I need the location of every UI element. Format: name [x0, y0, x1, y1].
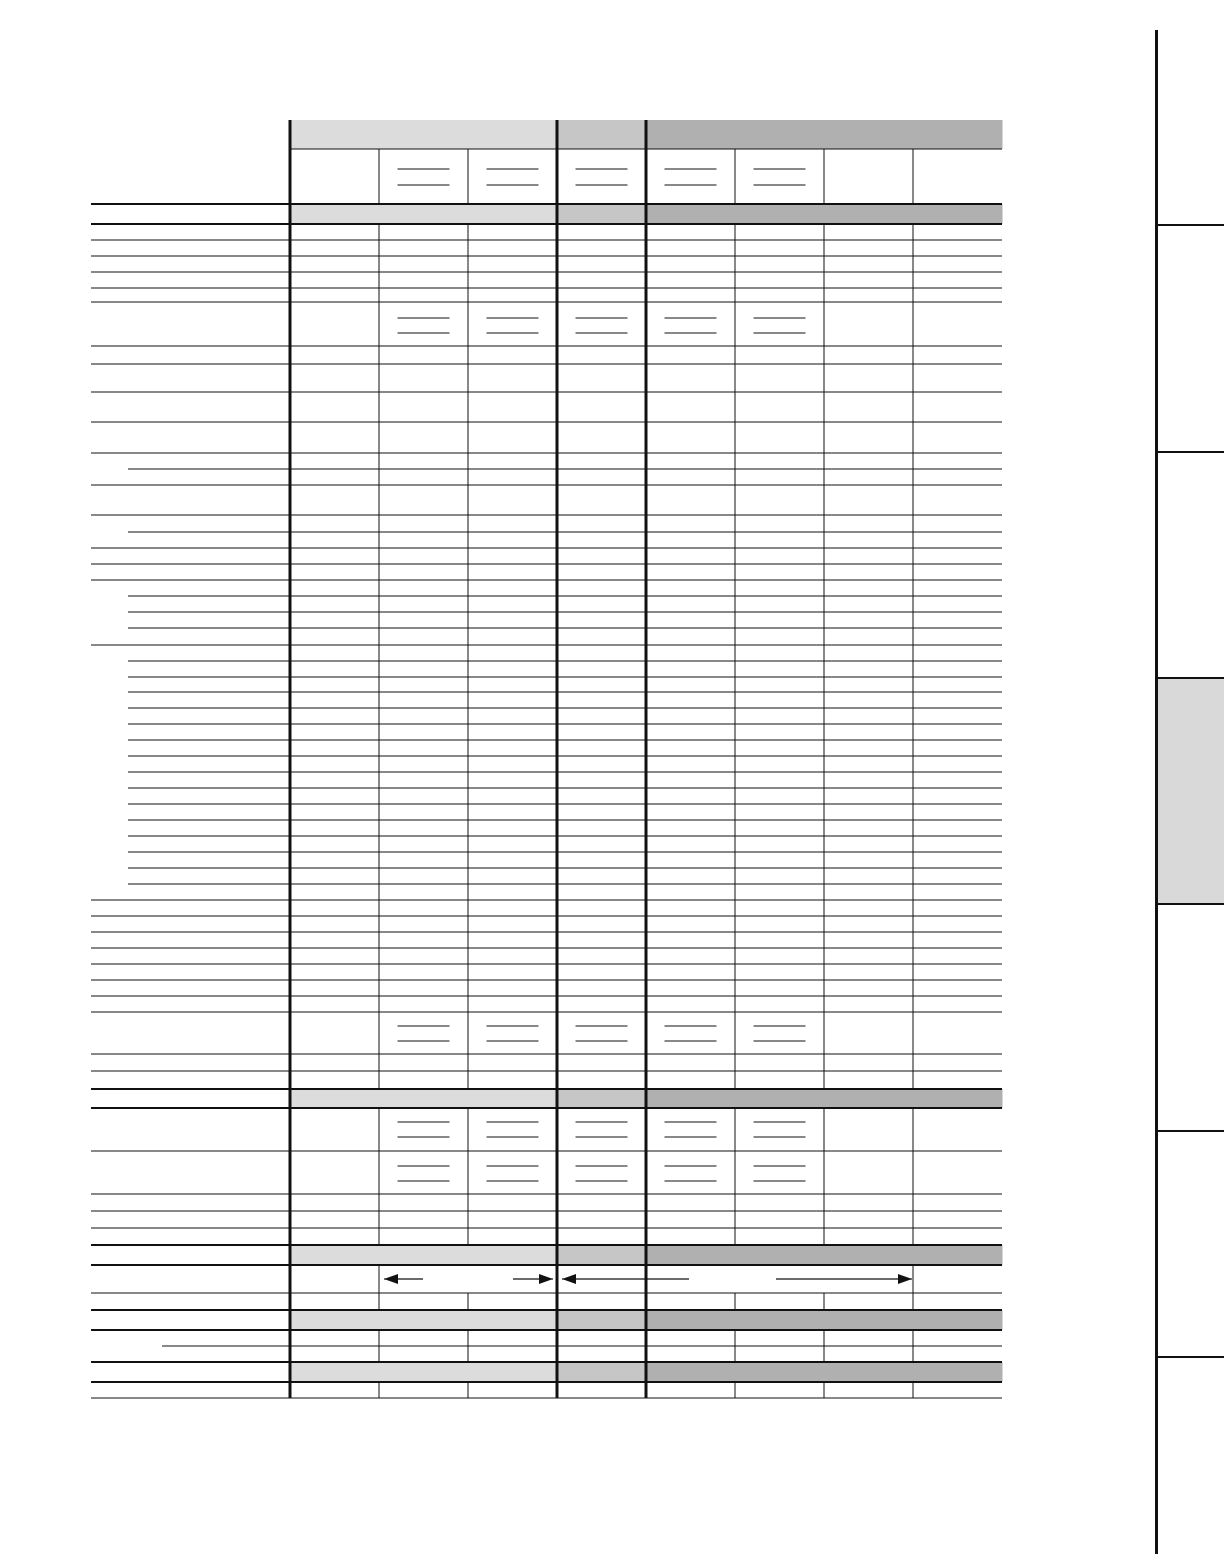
side-tab-divider — [1158, 1130, 1224, 1132]
section-band-cell — [646, 1362, 736, 1382]
section-band-cell — [290, 1089, 380, 1108]
side-tab-6[interactable] — [1158, 1131, 1224, 1357]
section-band-cell — [646, 204, 736, 224]
section-band-cell — [824, 1089, 914, 1108]
side-tab-7[interactable] — [1158, 1357, 1224, 1554]
side-tab-divider — [1158, 677, 1224, 679]
section-band-cell — [379, 1362, 469, 1382]
section-band-cell — [646, 1089, 736, 1108]
span-arrow-head — [898, 1274, 912, 1284]
section-band-cell — [735, 1245, 825, 1265]
section-band-cell — [913, 1310, 1003, 1330]
section-band-cell — [913, 204, 1003, 224]
section-band-cell — [557, 1245, 647, 1265]
section-band-cell — [913, 1089, 1003, 1108]
section-band-cell — [379, 204, 469, 224]
section-band-cell — [468, 204, 558, 224]
section-band-cell — [557, 204, 647, 224]
side-tab-4[interactable] — [1158, 678, 1224, 904]
section-band-cell — [290, 1245, 380, 1265]
side-tab-5[interactable] — [1158, 904, 1224, 1131]
section-band-cell — [468, 1362, 558, 1382]
section-band-cell — [468, 1245, 558, 1265]
side-tab-1[interactable] — [1158, 30, 1224, 225]
section-band-cell — [557, 1089, 647, 1108]
section-band-cell — [379, 1310, 469, 1330]
side-tab-divider — [1158, 1356, 1224, 1358]
side-tab-divider — [1158, 903, 1224, 905]
side-tab-3[interactable] — [1158, 452, 1224, 678]
section-band-cell — [824, 1245, 914, 1265]
section-band-cell — [913, 1362, 1003, 1382]
section-band-cell — [468, 1089, 558, 1108]
section-band-cell — [290, 1362, 380, 1382]
section-band-cell — [557, 1362, 647, 1382]
header-band-cell — [290, 120, 380, 149]
header-band-cell — [557, 120, 647, 149]
section-band-cell — [824, 1310, 914, 1330]
section-band-cell — [379, 1089, 469, 1108]
section-band-cell — [290, 204, 380, 224]
side-tab-divider — [1158, 224, 1224, 226]
section-band-cell — [824, 204, 914, 224]
header-band-cell — [824, 120, 914, 149]
section-band-cell — [824, 1362, 914, 1382]
header-band-cell — [379, 120, 469, 149]
header-band-cell — [913, 120, 1003, 149]
section-band-cell — [379, 1245, 469, 1265]
section-band-cell — [735, 1362, 825, 1382]
side-tab-divider — [1158, 451, 1224, 453]
section-band-cell — [735, 1089, 825, 1108]
section-band-cell — [468, 1310, 558, 1330]
span-arrow-head — [562, 1274, 576, 1284]
header-band-cell — [646, 120, 736, 149]
span-arrow-head — [384, 1274, 398, 1284]
span-arrow-head — [539, 1274, 553, 1284]
section-band-cell — [290, 1310, 380, 1330]
header-band-cell — [468, 120, 558, 149]
section-band-cell — [735, 1310, 825, 1330]
section-band-cell — [646, 1310, 736, 1330]
header-band-cell — [735, 120, 825, 149]
section-band-cell — [735, 204, 825, 224]
side-tab-2[interactable] — [1158, 225, 1224, 452]
section-band-cell — [646, 1245, 736, 1265]
section-band-cell — [557, 1310, 647, 1330]
section-band-cell — [913, 1245, 1003, 1265]
